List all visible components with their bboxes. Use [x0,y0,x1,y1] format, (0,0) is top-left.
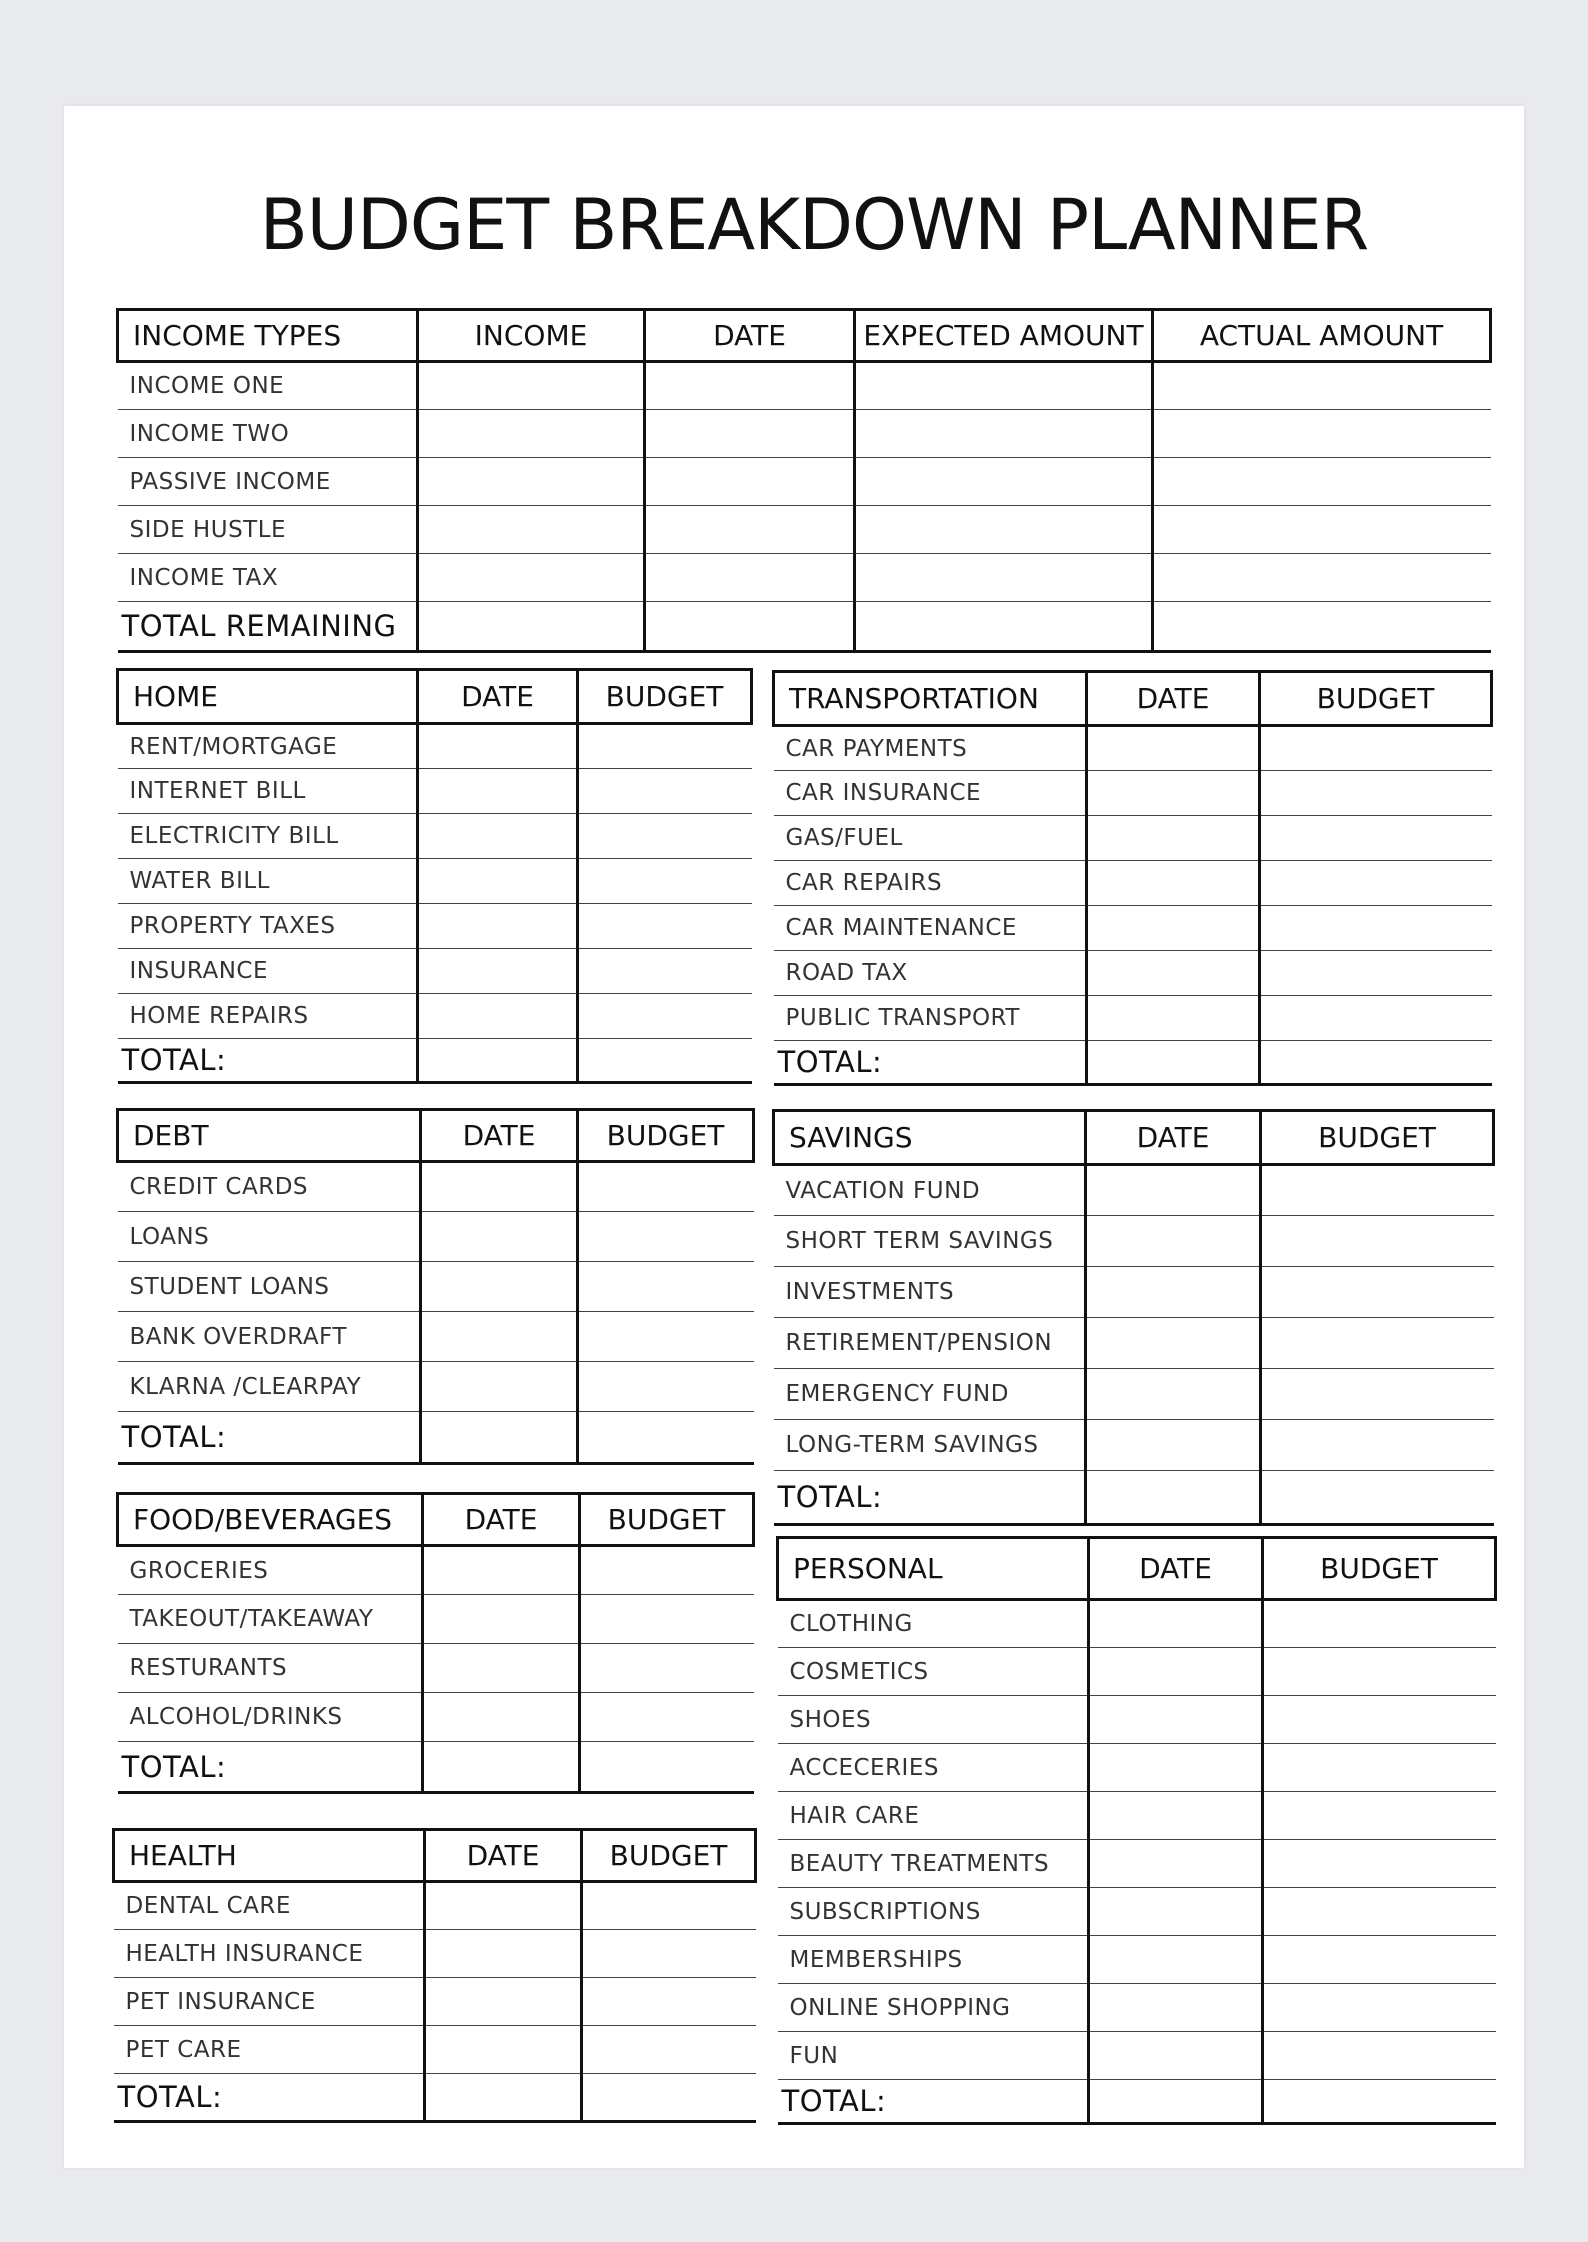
entry-cell-date[interactable] [1089,1744,1263,1792]
row-label: GAS/FUEL [774,816,1087,861]
entry-cell-date[interactable] [418,859,578,904]
entry-cell-budget[interactable] [578,1212,754,1262]
entry-cell-budget[interactable] [1263,1600,1496,1648]
entry-cell-date[interactable] [1086,1216,1261,1267]
table-row [778,1840,1496,1888]
table-row [774,771,1492,816]
entry-cell-budget[interactable] [578,1039,752,1083]
row-label: SHOES [778,1696,1089,1744]
transportation-header-budget: BUDGET [1260,672,1492,726]
row-label: SUBSCRIPTIONS [778,1888,1089,1936]
entry-cell-date[interactable] [421,1212,578,1262]
table-row [774,951,1492,996]
entry-cell-date[interactable] [1087,906,1260,951]
entry-cell-date[interactable] [1086,1471,1261,1525]
entry-cell-budget[interactable] [1261,1369,1494,1420]
entry-cell-budget[interactable] [1261,1318,1494,1369]
entry-cell-budget[interactable] [1261,1165,1494,1216]
row-label: PUBLIC TRANSPORT [774,996,1087,1041]
row-label: CAR INSURANCE [774,771,1087,816]
entry-cell-budget[interactable] [1260,771,1492,816]
entry-cell-date[interactable] [1087,861,1260,906]
food-header-date: DATE [423,1494,580,1546]
row-label: INSURANCE [118,949,418,994]
entry-cell-date[interactable] [423,1693,580,1742]
entry-cell-date[interactable] [645,602,855,652]
personal-header-row [778,1538,1496,1600]
savings-header-savings: SAVINGS [774,1111,1086,1165]
food-header-row [118,1494,754,1546]
row-label: COSMETICS [778,1648,1089,1696]
table-row [118,994,752,1039]
row-label: ELECTRICITY BILL [118,814,418,859]
entry-cell-budget[interactable] [1263,1984,1496,2032]
entry-cell-actual-amount[interactable] [1153,506,1491,554]
table-row [774,726,1492,771]
table-row [118,859,752,904]
income-header-row [118,310,1491,362]
row-label: CREDIT CARDS [118,1162,421,1212]
entry-cell-income[interactable] [418,410,645,458]
entry-cell-date[interactable] [418,814,578,859]
debt-table [116,1108,755,1465]
entry-cell-budget[interactable] [1263,1936,1496,1984]
row-label: MEMBERSHIPS [778,1936,1089,1984]
income-header-expected-amount: EXPECTED AMOUNT [855,310,1153,362]
row-label: ALCOHOL/DRINKS [118,1693,423,1742]
entry-cell-actual-amount[interactable] [1153,602,1491,652]
table-row [774,816,1492,861]
table-row [778,1744,1496,1792]
entry-cell-budget[interactable] [1261,1267,1494,1318]
table-row [774,1369,1494,1420]
table-row [118,506,1491,554]
entry-cell-budget[interactable] [1260,861,1492,906]
total-label: TOTAL: [118,1039,418,1083]
entry-cell-expected-amount[interactable] [855,458,1153,506]
entry-cell-date[interactable] [1087,996,1260,1041]
table-row [778,1696,1496,1744]
row-label: HOME REPAIRS [118,994,418,1039]
total-label: TOTAL: [774,1471,1086,1525]
personal-header-date: DATE [1089,1538,1263,1600]
table-row [778,1600,1496,1648]
entry-cell-budget[interactable] [1260,1041,1492,1085]
entry-cell-date[interactable] [1086,1420,1261,1471]
table-row [778,2032,1496,2080]
entry-cell-date[interactable] [423,1644,580,1693]
entry-cell-expected-amount[interactable] [855,362,1153,410]
table-row [774,1165,1494,1216]
row-label: ACCECERIES [778,1744,1089,1792]
debt-header-date: DATE [421,1110,578,1162]
entry-cell-date[interactable] [418,724,578,769]
entry-cell-income[interactable] [418,554,645,602]
table-row [114,2026,756,2074]
personal-table [776,1536,1497,2125]
table-row [774,1318,1494,1369]
entry-cell-budget[interactable] [1260,726,1492,771]
entry-cell-date[interactable] [1089,2080,1263,2124]
debt-total-row [118,1412,754,1464]
row-label: EMERGENCY FUND [774,1369,1086,1420]
entry-cell-budget[interactable] [1263,1648,1496,1696]
income-header-income: INCOME [418,310,645,362]
entry-cell-budget[interactable] [1263,2032,1496,2080]
row-label: INCOME ONE [118,362,418,410]
row-label: RENT/MORTGAGE [118,724,418,769]
row-label: CLOTHING [778,1600,1089,1648]
entry-cell-date[interactable] [1087,1041,1260,1085]
savings-total-row [774,1471,1494,1525]
entry-cell-date[interactable] [1089,1792,1263,1840]
health-header-budget: BUDGET [582,1830,756,1882]
home-header-row [118,670,752,724]
row-label: SIDE HUSTLE [118,506,418,554]
table-row [118,1262,754,1312]
entry-cell-budget[interactable] [580,1693,754,1742]
row-label: CAR MAINTENANCE [774,906,1087,951]
entry-cell-budget[interactable] [1263,1888,1496,1936]
row-label: RESTURANTS [118,1644,423,1693]
entry-cell-date[interactable] [1086,1369,1261,1420]
row-label: LOANS [118,1212,421,1262]
table-row [118,1312,754,1362]
row-label: BEAUTY TREATMENTS [778,1840,1089,1888]
personal-header-personal: PERSONAL [778,1538,1089,1600]
entry-cell-budget[interactable] [1263,1696,1496,1744]
table-row [778,1984,1496,2032]
entry-cell-date[interactable] [645,410,855,458]
savings-header-date: DATE [1086,1111,1261,1165]
entry-cell-budget[interactable] [1263,2080,1496,2124]
table-row [774,1216,1494,1267]
entry-cell-date[interactable] [418,949,578,994]
table-row [118,554,1491,602]
entry-cell-actual-amount[interactable] [1153,458,1491,506]
entry-cell-date[interactable] [425,1882,582,1930]
entry-cell-budget[interactable] [1261,1471,1494,1525]
row-label: SHORT TERM SAVINGS [774,1216,1086,1267]
table-row [118,1595,754,1644]
table-row [118,410,1491,458]
row-label: INCOME TWO [118,410,418,458]
row-label: RETIREMENT/PENSION [774,1318,1086,1369]
entry-cell-budget[interactable] [578,1312,754,1362]
entry-cell-budget[interactable] [1261,1216,1494,1267]
entry-cell-budget[interactable] [580,1546,754,1595]
entry-cell-date[interactable] [1086,1165,1261,1216]
income-total-row [118,602,1491,652]
entry-cell-budget[interactable] [580,1595,754,1644]
table-row [118,1212,754,1262]
row-label: PASSIVE INCOME [118,458,418,506]
entry-cell-budget[interactable] [1260,816,1492,861]
entry-cell-date[interactable] [423,1546,580,1595]
entry-cell-budget[interactable] [580,1742,754,1793]
entry-cell-date[interactable] [1089,1648,1263,1696]
debt-header-budget: BUDGET [578,1110,754,1162]
entry-cell-budget[interactable] [578,859,752,904]
table-row [118,1693,754,1742]
entry-cell-date[interactable] [645,362,855,410]
entry-cell-budget[interactable] [1263,1744,1496,1792]
row-label: GROCERIES [118,1546,423,1595]
entry-cell-income[interactable] [418,506,645,554]
entry-cell-budget[interactable] [1260,906,1492,951]
table-row [118,814,752,859]
row-label: STUDENT LOANS [118,1262,421,1312]
table-row [778,1936,1496,1984]
table-row [114,1930,756,1978]
entry-cell-budget[interactable] [578,724,752,769]
row-label: INCOME TAX [118,554,418,602]
savings-header-row [774,1111,1494,1165]
health-table [112,1828,757,2123]
food-header-budget: BUDGET [580,1494,754,1546]
table-row [774,861,1492,906]
row-label: HAIR CARE [778,1792,1089,1840]
total-label: TOTAL: [774,1041,1087,1085]
transportation-header-date: DATE [1087,672,1260,726]
table-row [118,769,752,814]
health-header-row [114,1830,756,1882]
entry-cell-actual-amount[interactable] [1153,362,1491,410]
entry-cell-budget[interactable] [578,1362,754,1412]
income-header-income-types: INCOME TYPES [118,310,418,362]
debt-header-debt: DEBT [118,1110,421,1162]
entry-cell-budget[interactable] [578,949,752,994]
entry-cell-date[interactable] [421,1262,578,1312]
entry-cell-date[interactable] [418,904,578,949]
home-table [116,668,753,1084]
row-label: PET INSURANCE [114,1978,425,2026]
entry-cell-budget[interactable] [1263,1792,1496,1840]
table-row [118,458,1491,506]
entry-cell-expected-amount[interactable] [855,506,1153,554]
entry-cell-budget[interactable] [1260,951,1492,996]
table-row [118,724,752,769]
entry-cell-budget[interactable] [582,1930,756,1978]
home-header-budget: BUDGET [578,670,752,724]
transportation-header-transportation: TRANSPORTATION [774,672,1087,726]
table-row [114,1978,756,2026]
income-header-date: DATE [645,310,855,362]
entry-cell-date[interactable] [1086,1318,1261,1369]
entry-cell-date[interactable] [425,2074,582,2122]
entry-cell-budget[interactable] [578,994,752,1039]
table-row [778,1792,1496,1840]
entry-cell-budget[interactable] [578,1162,754,1212]
total-label: TOTAL: [778,2080,1089,2124]
row-label: CAR REPAIRS [774,861,1087,906]
table-row [118,1162,754,1212]
home-header-date: DATE [418,670,578,724]
entry-cell-date[interactable] [645,506,855,554]
savings-header-budget: BUDGET [1261,1111,1494,1165]
transportation-total-row [774,1041,1492,1085]
row-label: LONG-TERM SAVINGS [774,1420,1086,1471]
entry-cell-budget[interactable] [578,769,752,814]
table-row [118,904,752,949]
table-row [774,1420,1494,1471]
food-total-row [118,1742,754,1793]
entry-cell-expected-amount[interactable] [855,554,1153,602]
table-row [778,1648,1496,1696]
entry-cell-expected-amount[interactable] [855,410,1153,458]
row-label: CAR PAYMENTS [774,726,1087,771]
entry-cell-date[interactable] [1089,1936,1263,1984]
entry-cell-date[interactable] [425,1930,582,1978]
table-row [118,1362,754,1412]
entry-cell-budget[interactable] [578,1262,754,1312]
entry-cell-date[interactable] [645,458,855,506]
row-label: ROAD TAX [774,951,1087,996]
entry-cell-budget[interactable] [1260,996,1492,1041]
row-label: FUN [778,2032,1089,2080]
entry-cell-budget[interactable] [582,2026,756,2074]
entry-cell-date[interactable] [1089,1888,1263,1936]
entry-cell-date[interactable] [421,1162,578,1212]
entry-cell-date[interactable] [418,1039,578,1083]
row-label: PET CARE [114,2026,425,2074]
entry-cell-budget[interactable] [1261,1420,1494,1471]
table-row [774,996,1492,1041]
table-row [118,949,752,994]
entry-cell-date[interactable] [1087,951,1260,996]
entry-cell-budget[interactable] [578,814,752,859]
row-label: VACATION FUND [774,1165,1086,1216]
row-label: TAKEOUT/TAKEAWAY [118,1595,423,1644]
home-header-home: HOME [118,670,418,724]
transportation-table [772,670,1493,1086]
entry-cell-date[interactable] [1087,771,1260,816]
entry-cell-date[interactable] [418,994,578,1039]
entry-cell-date[interactable] [425,2026,582,2074]
home-total-row [118,1039,752,1083]
table-row [114,1882,756,1930]
total-label: TOTAL: [118,1412,421,1464]
row-label: HEALTH INSURANCE [114,1930,425,1978]
entry-cell-budget[interactable] [578,904,752,949]
entry-cell-date[interactable] [1087,726,1260,771]
entry-cell-date[interactable] [423,1595,580,1644]
page-title: BUDGET BREAKDOWN PLANNER [259,184,1369,266]
entry-cell-income[interactable] [418,362,645,410]
entry-cell-budget[interactable] [1263,1840,1496,1888]
entry-cell-date[interactable] [421,1362,578,1412]
table-row [774,1267,1494,1318]
row-label: INTERNET BILL [118,769,418,814]
health-header-date: DATE [425,1830,582,1882]
entry-cell-date[interactable] [645,554,855,602]
row-label: ONLINE SHOPPING [778,1984,1089,2032]
row-label: KLARNA /CLEARPAY [118,1362,421,1412]
row-label: INVESTMENTS [774,1267,1086,1318]
row-label: PROPERTY TAXES [118,904,418,949]
income-header-actual-amount: ACTUAL AMOUNT [1153,310,1491,362]
row-label: DENTAL CARE [114,1882,425,1930]
debt-header-row [118,1110,754,1162]
entry-cell-date[interactable] [421,1412,578,1464]
table-row [774,906,1492,951]
entry-cell-budget[interactable] [578,1412,754,1464]
planner-page [64,106,1524,2168]
entry-cell-date[interactable] [418,769,578,814]
entry-cell-date[interactable] [421,1312,578,1362]
row-label: BANK OVERDRAFT [118,1312,421,1362]
personal-header-budget: BUDGET [1263,1538,1496,1600]
table-row [118,1644,754,1693]
entry-cell-date[interactable] [1089,1696,1263,1744]
entry-cell-date[interactable] [1089,2032,1263,2080]
transportation-header-row [774,672,1492,726]
table-row [778,1888,1496,1936]
food-header-food-beverages: FOOD/BEVERAGES [118,1494,423,1546]
total-label: TOTAL: [114,2074,425,2122]
entry-cell-date[interactable] [425,1978,582,2026]
entry-cell-expected-amount[interactable] [855,602,1153,652]
entry-cell-budget[interactable] [580,1644,754,1693]
entry-cell-income[interactable] [418,602,645,652]
entry-cell-actual-amount[interactable] [1153,554,1491,602]
entry-cell-budget[interactable] [582,2074,756,2122]
personal-total-row [778,2080,1496,2124]
entry-cell-date[interactable] [1089,1600,1263,1648]
row-label: WATER BILL [118,859,418,904]
total-label: TOTAL: [118,1742,423,1793]
entry-cell-budget[interactable] [582,1882,756,1930]
total-label: TOTAL REMAINING [118,602,418,652]
entry-cell-budget[interactable] [582,1978,756,2026]
table-row [118,1546,754,1595]
entry-cell-date[interactable] [423,1742,580,1793]
savings-table [772,1109,1495,1526]
entry-cell-date[interactable] [1086,1267,1261,1318]
entry-cell-date[interactable] [1089,1984,1263,2032]
entry-cell-date[interactable] [1089,1840,1263,1888]
income-table [116,308,1492,653]
entry-cell-income[interactable] [418,458,645,506]
health-total-row [114,2074,756,2122]
table-row [118,362,1491,410]
entry-cell-date[interactable] [1087,816,1260,861]
health-header-health: HEALTH [114,1830,425,1882]
food-table [116,1492,755,1794]
entry-cell-actual-amount[interactable] [1153,410,1491,458]
